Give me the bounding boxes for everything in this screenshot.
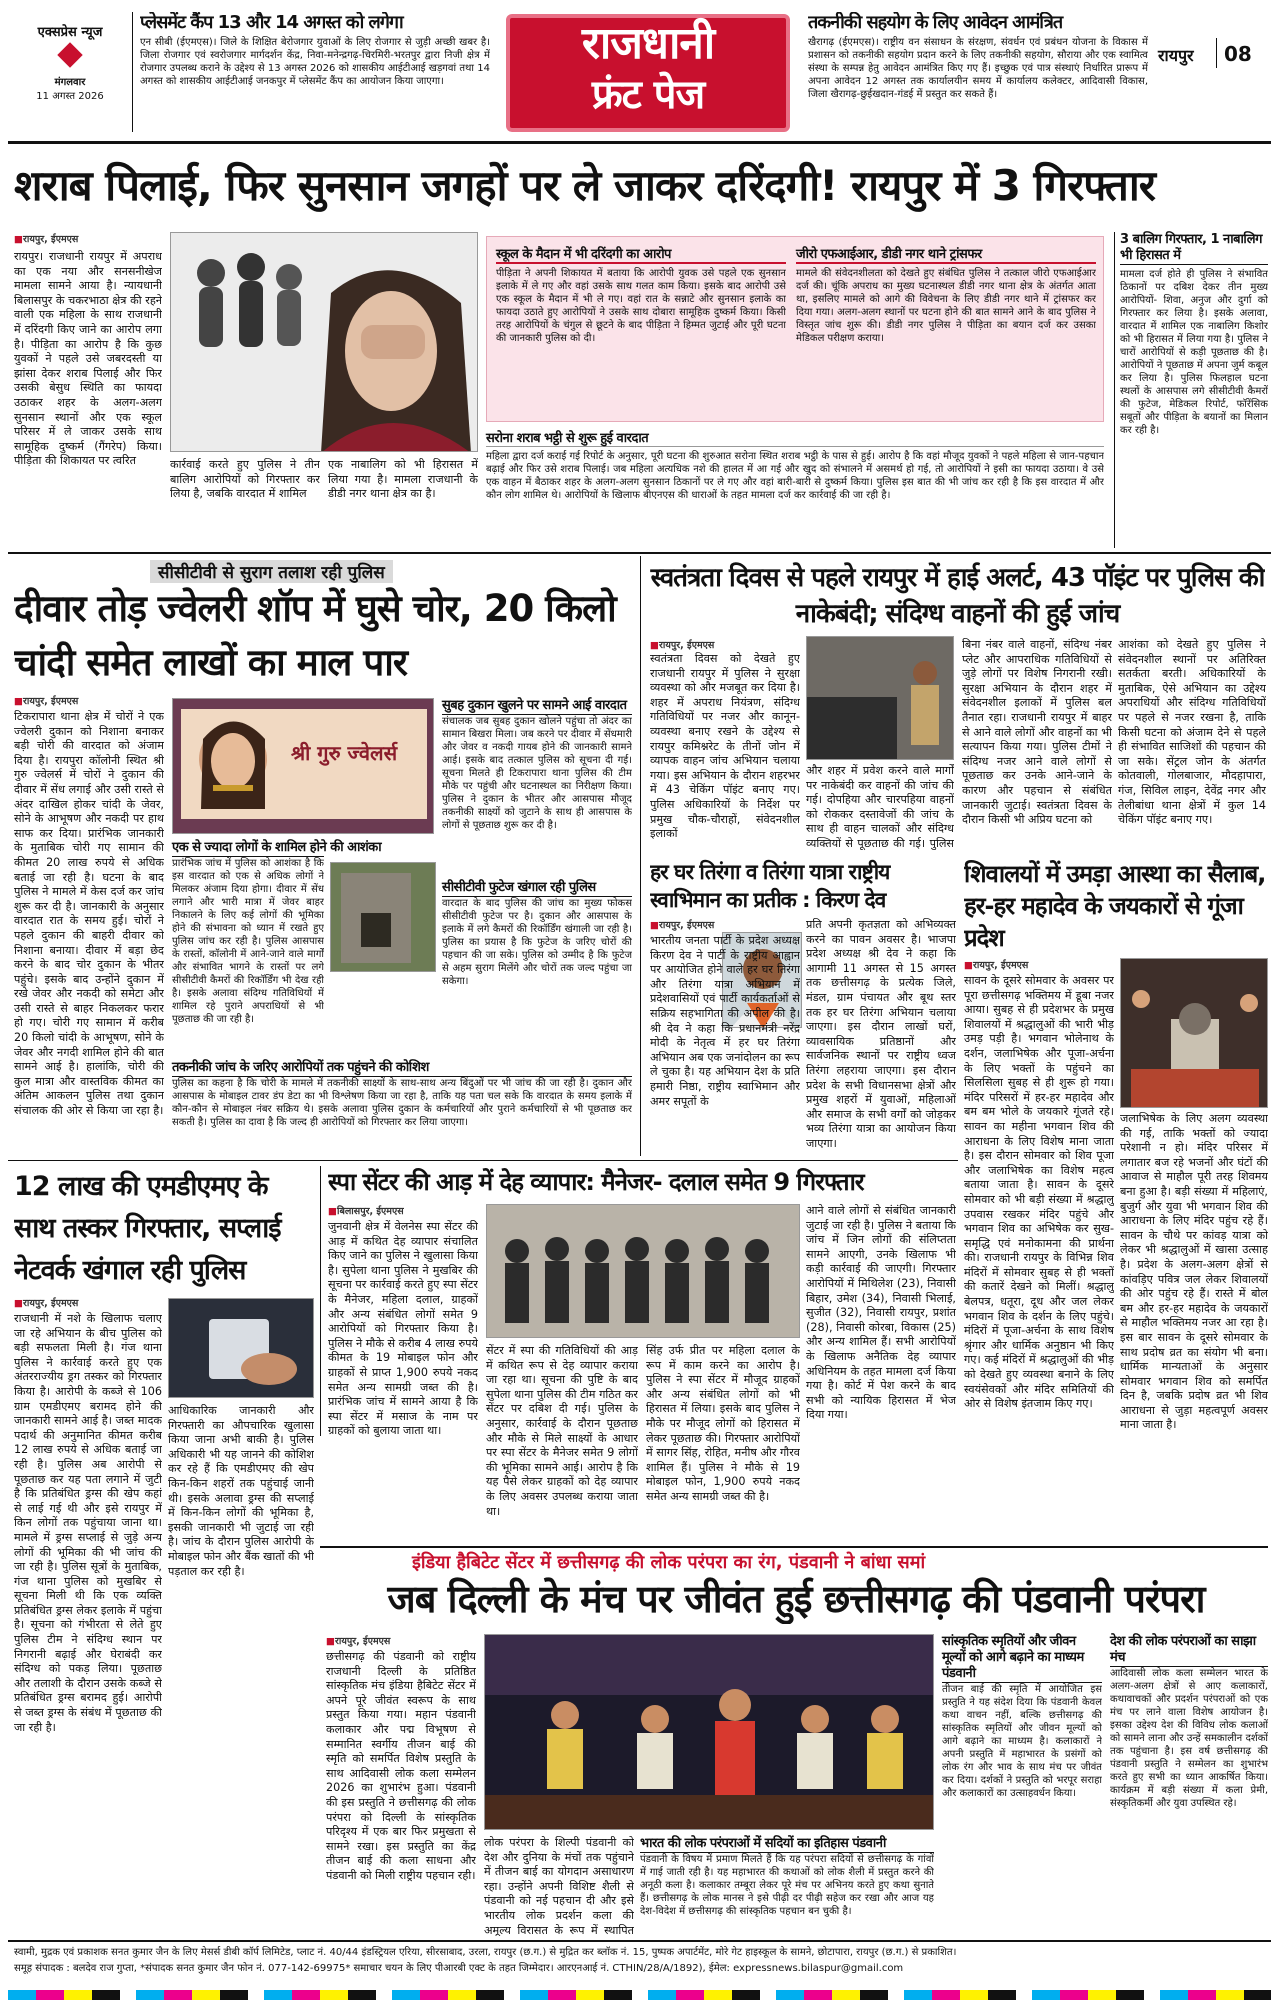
dateline: ■ रायपुर, ईएमएस (14, 232, 78, 245)
story2-shop-photo (172, 698, 434, 834)
story1-col2: कार्रवाई करते हुए पुलिस ने तीन बालिग आरोपियों को गिरफ्तार कर लिया है, जबकि वारदात में शामिल (170, 458, 320, 501)
color-registration-strip (8, 1990, 1271, 2000)
story2-headline: दीवार तोड़ ज्वेलरी शॉप में घुसे चोर, 20 किलो चांदी समेत लाखों का माल पार (14, 587, 616, 684)
bar-body: महिला द्वारा दर्ज कराई गई रिपोर्ट के अनुसार, पूरी घटना की शुरुआत सरोना स्थित शराब भट्ठी के पास से हुई। आरोप है कि वहां मौजूद युवकों ने पहले महिला से जान-पहचान बढ़ाई और फिर उसे शराब पिलाई। जब महिला अत्यधिक नशे की हालत में आ गई और खुद को संभालने में असमर्थ हो गई, तो आरोपियों ने इसी का फायदा उठाया। वे उसे एक वाहन में बैठाकर शहर के अलग-अलग सुनसान ठिकानों पर ले गए और वहां बारी-बारी से दुष्कर्म किया। पुलिस इस बात की भी जांच कर रही है कि इस वारदात में और कौन लोग शामिल थे। आरोपियों के खिलाफ बीएनएस की धाराओं के तहत मामला दर्ज कर कार्रवाई की जा रही है। (486, 451, 1104, 501)
story1-box2 (796, 244, 1096, 414)
story2-sub1 (442, 698, 632, 874)
col3-body: तीजन बाई की स्मृति में आयोजित इस प्रस्तुति ने यह संदेश दिया कि पंडवानी केवल कथा वाचन नहीं, बल्कि छत्तीसगढ़ की सांस्कृतिक स्मृतियों और जीवन मूल्यों को आगे बढ़ाने का माध्यम है। कलाकारों ने अपनी प्रस्तुति में महाभारत के प्रसंगों को लोक रंग और भाव के साथ मंच पर जीवंत कर दिया। दर्शकों ने प्रस्तुति को भरपूर सराहा और कलाकारों का उत्साहवर्धन किया। (942, 1684, 1102, 1799)
story6-col1: राजधानी में नशे के खिलाफ चलाए जा रहे अभियान के बीच पुलिस को बड़ी सफलता मिली है। गंज थाना पुलिस ने कार्रवाई करते हुए एक अंतरराज्यीय ड्रग तस्कर को गिरफ्तार किया है। आरोपी के कब्जे से 106 ग्राम एमडीएमए बरामद होने की जानकारी सामने आई है। जब्त मादक पदार्थ की अनुमानित कीमत करीब 12 लाख रुपये से अधिक बताई जा रही है। पुलिस अब आरोपी से पूछताछ कर यह पता लगाने में जुटी है कि प्रतिबंधित ड्रग्स की खेप कहां से लाई गई थी और इसे रायपुर में किन लोगों तक पहुंचाया जाना था। मामले में ड्रग्स सप्लाई से जुड़े अन्य लोगों की भूमिका की भी जांच की जा रही है। पुलिस सूत्रों के मुताबिक, गंज थाना पुलिस को मुखबिर से सूचना मिली थी कि एक व्यक्ति प्रतिबंधित ड्रग्स लेकर इलाके में पहुंचा है। सूचना को गंभीरता से लेते हुए पुलिस टीम ने संदिग्ध स्थान पर निगरानी बढ़ाई और घेराबंदी कर संदिग्ध को पकड़ लिया। पूछताछ और तलाशी के दौरान उसके कब्जे से प्रतिबंधित ड्रग्स बरामद हुई। आरोपी से जब्त ड्रग्स के संबंध में पूछताछ की जा रही है। (14, 1312, 162, 1734)
box1-body: पीड़िता ने अपनी शिकायत में बताया कि आरोपी युवक उसे पहले एक सुनसान इलाके में ले गए और वहां उसके साथ गलत काम किया। इसके बाद आरोपी उसे एक स्कूल के मैदान में भी ले गए। वहां रात के सन्नाटे और सुनसान इलाके का फायदा उठाते हुए आरोपियों ने उसके साथ दोबारा सामूहिक दुष्कर्म किया। किसी तरह आरोपियों के चंगुल से छूटने के बाद पीड़िता ने हिम्मत जुटाई और पूरी घटना की जानकारी पुलिस को दी। (496, 268, 786, 344)
story8-col2: लोक परंपरा के शिल्पी पंडवानी को देश और दुनिया के मंचों तक पहुंचाने में तीजन बाई का योगदान असाधारण रहा। उन्होंने अपनी विशिष्ट शैली से पंडवानी को नई पहचान दी और इसे भारतीय लोक प्रदर्शन कला की अमूल्य विरासत के रूप में स्थापित (484, 1836, 634, 1936)
bar-title: सरोना शराब भट्ठी से शुरू हुई वारदात (486, 428, 1104, 447)
box1-title: स्कूल के मैदान में भी दरिंदगी का आरोप (496, 244, 786, 264)
story1-photo (170, 232, 478, 452)
dateline: ■ रायपुर, ईएमएस (14, 694, 78, 707)
right-brief-body: खैरागढ़ (ईएमएस)। राष्ट्रीय वन संसाधन के संरक्षण, संवर्धन एवं प्रबंधन योजना के विकास में प्रशासन को तकनीकी सहयोग प्रदान करने के लिए तकनीकी सहयोग, सौराया और एक स्वामित्व संस्था के सम्पन्न हेतु आवेदन आमंत्रित किए गए हैं। इच्छुक एवं पात्र संस्थाएं निर्धारित प्रारूप में अपना आवेदन 12 अगस्त तक कार्यालयीन समय में कार्यालय कलेक्टर, आदिवासी विकास, जिला खैरागढ़-छुईखदान-गंडई में प्रस्तुत कर सकते हैं। (808, 37, 1148, 100)
section-title-1: राजधानी (581, 18, 715, 69)
story4-col2: प्रति अपनी कृतज्ञता को अभिव्यक्त करने का पावन अवसर है। भाजपा प्रदेश अध्यक्ष श्री देव ने कहा कि आगामी 11 अगस्त से 15 अगस्त तक छत्तीसगढ़ के प्रत्येक जिले, मंडल, ग्राम पंचायत और बूथ स्तर तक हर घर तिरंगा अभियान चलाया जाएगा। इस दौरान लाखों घरों, व्यावसायिक प्रतिष्ठानों और सार्वजनिक स्थानों पर राष्ट्रीय ध्वज तिरंगा लहराया जाएगा। इस दौरान प्रदेश के सभी विधानसभा क्षेत्रों और प्रमुख शहरों में युवाओं, महिलाओं और समाज के सभी वर्गों को जोड़कर भव्य तिरंगा यात्रा का आयोजन किया जाएगा। (806, 918, 956, 1150)
story2-sub2 (172, 840, 382, 1054)
logo-mark-icon (57, 42, 82, 67)
story3-col4: आशंका को देखते हुए पुलिस ने संवेदनशील स्थानों पर अतिरिक्त सतर्कता बरती। अधिकारियों के मुताबिक, ऐसे अभियान का उद्देश्य अपराधियों और संदिग्ध गतिविधियों पर पहले से नजर रखना है, ताकि किसी घटना को अंजाम देने से पहले ही संभावित साजिशों की पहचान की जा सके। सेंट्रल जोन के अंतर्गत कोतवाली, गोलबाजार, मौदहापारा, गंज, सिविल लाइन, देवेंद्र नगर और तेलीबांधा थाना क्षेत्रों में कुल 14 चेकिंग पॉइंट बनाए गए। (1118, 638, 1266, 827)
story7-headline: स्पा सेंटर की आड़ में देह व्यापार: मैनेजर- दलाल समेत 9 गिरफ्तार (328, 1168, 864, 1196)
story8-dateline (326, 1634, 390, 1650)
story5-photo (1120, 958, 1268, 1108)
side-body: मामला दर्ज होते ही पुलिस ने संभावित ठिकानों पर दबिश देकर तीन मुख्य आरोपियों- शिवा, अनुज और दुर्गा को गिरफ्तार कर लिया है। इसके अलावा, वारदात में शामिल एक नाबालिग किशोर को भी हिरासत में लिया गया है। पुलिस ने चारों आरोपियों से कड़ी पूछताछ की है। आरोपियों ने पूछताछ में अपना जुर्म कबूल कर लिया है। पुलिस फिलहाल घटना स्थलों के आसपास लगे सीसीटीवी कैमरों की फुटेज, मेडिकल रिपोर्ट, फॉरेंसिक सबूतों और पीड़िता के बयानों का मिलान कर रही है। (1120, 269, 1268, 436)
story8-caption (640, 1836, 934, 1936)
story2-dateline (14, 694, 78, 710)
story1-box1 (496, 244, 786, 414)
story3-headline: स्वतंत्रता दिवस से पहले रायपुर में हाई अलर्ट, 43 पॉइंट पर पुलिस की नाकेबंदी; संदिग्ध वाहनों की हुई जांच (650, 563, 1265, 629)
story3-col2: और शहर में प्रवेश करने वाले मार्गों पर नाकेबंदी कर वाहनों की जांच की गई। दोपहिया और चारपहिया वाहनों को रोककर दस्तावेजों की जांच के साथ ही वाहन चालकों और संदिग्ध व्यक्तियों से पूछताछ की गई। पुलिस (806, 764, 954, 850)
sub4-title: तकनीकी जांच के जरिए आरोपियों तक पहुंचने की कोशिश (172, 1060, 632, 1077)
story7-col2: सेंटर में स्पा की गतिविधियों की आड़ में कथित रूप से देह व्यापार कराया जा रहा था। सूचना की पुष्टि के बाद सुपेला थाना पुलिस की टीम गठित कर सेंटर पर दबिश दी गई। पुलिस के अनुसार, कार्रवाई के दौरान पूछताछ और मौके से मिले साक्ष्यों के आधार पर स्पा सेंटर के मैनेजर समेत 9 लोगों की भूमिका सामने आई। आरोप है कि यह पैसे लेकर ग्राहकों को देह व्यापार के लिए अवसर उपलब्ध कराया जाता था। (486, 1344, 638, 1518)
caption-title: भारत की लोक परंपराओं में सदियों का इतिहास पंडवानी (640, 1836, 934, 1853)
footer-imprint-2: समूह संपादक : बलदेव राज गुप्ता, *संपादक सनत कुमार जैन फोन नं. 077-142-69975* समाचार चयन के लिए पीआरबी एक्ट के तहत जिम्मेदार। आरएनआई नं. CTHIN/28/A/1892), ईमेल: expressnews.bilaspur@gmail.com (14, 1963, 904, 1974)
story4-headline: हर घर तिरंगा व तिरंगा यात्रा राष्ट्रीय स्वाभिमान का प्रतीक : किरण देव (650, 860, 890, 912)
story7-photo (486, 1204, 800, 1338)
right-brief-headline: तकनीकी सहयोग के लिए आवेदन आमंत्रित (808, 12, 1063, 33)
story1-col3: एक नाबालिग को भी हिरासत में लिया गया है। मामला राजधानी के डीडी नगर थाना क्षेत्र का है। (328, 458, 478, 501)
story2-wall-photo (330, 862, 436, 972)
box2-body: मामले की संवेदनशीलता को देखते हुए संबंधित पुलिस ने तत्काल जीरो एफआईआर दर्ज की। चूंकि अपराध का मुख्य घटनास्थल डीडी नगर थाना क्षेत्र के अंतर्गत आता था, इसलिए मामले को आगे की विवेचना के लिए डीडी नगर थाने में ट्रांसफर कर दिया गया। अलग-अलग स्थानों पर घटना होने की बात सामने आने के बाद पुलिस ने विस्तृत जांच शुरू की। डीडी नगर पुलिस ने पीड़िता का बयान दर्ज कर उसका मेडिकल परीक्षण कराया। (796, 268, 1096, 344)
dateline: ■ रायपुर, ईएमएस (650, 638, 714, 651)
masthead (8, 8, 1271, 144)
sub1-title: सुबह दुकान खुलने पर सामने आई वारदात (442, 698, 632, 715)
story6-photo (168, 1298, 314, 1398)
story8-headline: जब दिल्ली के मंच पर जीवंत हुई छत्तीसगढ़ की पंडवानी परंपरा (387, 1577, 1205, 1621)
sub1-body: संचालक जब सुबह दुकान खोलने पहुंचा तो अंदर का सामान बिखरा मिला। जब करने पर दीवार में सेंधमारी और जेवर व नकदी गायब होने की जानकारी सामने आई। इसके बाद तत्काल पुलिस को सूचना दी गई। सूचना मिलते ही टिकरापारा थाना पुलिस की टीम मौके पर पहुंची और घटनास्थल का निरीक्षण किया। पुलिस ने दुकान के भीतर और आसपास मौजूद तकनीकी साक्ष्यों को जुटाने के साथ ही आसपास के लोगों से पूछताछ शुरू कर दी है। (442, 716, 632, 831)
story1-bar (486, 428, 1104, 546)
sub2-body: प्रारंभिक जांच में पुलिस को आशंका है कि इस वारदात को एक से अधिक लोगों ने मिलकर अंजाम दिया होगा। दीवार में सेंध लगाने और भारी मात्रा में जेवर बाहर निकालने के लिए कई लोगों की भूमिका होने की संभावना को ध्यान में रखते हुए पुलिस जांच कर रही है। पुलिस आसपास के रास्तों, कॉलोनी में आने-जाने वाले मार्गों और संभावित भागने के रास्तों पर लगे सीसीटीवी कैमरों की रिकॉर्डिंग भी देख रही है। इसके अलावा संदिग्ध गतिविधियों में शामिल रहे पुराने अपराधियों से भी पूछताछ की जा रही है। (172, 858, 324, 1025)
left-brief-headline: प्लेसमेंट कैंप 13 और 14 अगस्त को लगेगा (140, 12, 403, 33)
left-brief (140, 12, 490, 130)
story5-headline: शिवालयों में उमड़ा आस्था का सैलाब, हर-हर महादेव के जयकारों से गूंजा प्रदेश (964, 860, 1266, 952)
paper-logo-box (18, 16, 122, 124)
story3-col1: स्वतंत्रता दिवस को देखते हुए राजधानी रायपुर में पुलिस ने सुरक्षा व्यवस्था को और मजबूत कर दिया है। शहर में अपराध नियंत्रण, संदिग्ध गतिविधियों पर नजर और कानून-व्यवस्था बनाए रखने के उद्देश्य से रायपुर कमिश्नरेट के तीनों जोन में व्यापक वाहन जांच अभियान चलाया गया। इस अभियान के दौरान शहरभर में 43 चेकिंग पॉइंट बनाए गए। पुलिस अधिकारियों के निर्देश पर प्रमुख चौक-चौराहों, संवेदनशील इलाकों (650, 652, 800, 841)
story6-headline: 12 लाख की एमडीएमए के साथ तस्कर गिरफ्तार, सप्लाई नेटवर्क खंगाल रही पुलिस (14, 1171, 281, 1286)
dateline: ■ बिलासपुर, ईएमएस (328, 1204, 404, 1217)
story7-dateline (328, 1204, 404, 1220)
col3-title: सांस्कृतिक स्मृतियों और जीवन मूल्यों को आगे बढ़ाने का माध्यम पंडवानी (942, 1634, 1102, 1683)
dateline: ■ रायपुर, ईएमएस (964, 958, 1028, 971)
page-number: 08 (1224, 42, 1252, 66)
right-brief (808, 12, 1148, 130)
pandwani-performance-photo (485, 1635, 934, 1830)
broken-wall-photo (331, 863, 436, 972)
story7-col4: आने वाले लोगों से संबंधित जानकारी जुटाई जा रही है। पुलिस ने बताया कि जांच में जिन लोगों की संलिप्तता सामने आएगी, उनके खिलाफ भी कड़ी कार्रवाई की जाएगी। गिरफ्तार आरोपियों में मिथिलेश (23), निवासी बिहार, उमेश (34), निवासी भिलाई, सुजीत (32), निवासी रायपुर, प्रशांत (28), निवासी कोरबा, विकास (25) और अन्य शामिल हैं। सभी आरोपियों के खिलाफ अनैतिक देह व्यापार अधिनियम के तहत मामला दर्ज किया गया है। कोर्ट में पेश करने के बाद सभी को न्यायिक हिरासत में भेज दिया गया। (806, 1204, 956, 1422)
story2-kicker: सीसीटीवी से सुराग तलाश रही पुलिस (150, 560, 393, 583)
story4-dateline (650, 918, 714, 934)
paper-name: एक्सप्रेस न्यूज (37, 25, 103, 40)
col4-body: आदिवासी लोक कला सम्मेलन भारत के अलग-अलग क्षेत्रों से आए कलाकारों, कथावाचकों और प्रदर्शन परंपराओं को एक मंच पर लाने वाला विशेष आयोजन है। इसका उद्देश्य देश की विविध लोक कलाओं को सामने लाना और उन्हें समकालीन दर्शकों तक पहुंचाना है। इस वर्ष छत्तीसगढ़ की पंडवानी प्रस्तुति ने सम्मेलन का शुभारंभ करते हुए सभी का ध्यान आकर्षित किया। कार्यक्रम में बड़ी संख्या में कला प्रेमी, संस्कृतिकर्मी और युवा उपस्थित रहे। (1110, 1668, 1268, 1809)
story3-col3: बिना नंबर वाले वाहनों, संदिग्ध नंबर प्लेट और आपराधिक गतिविधियों से जुड़े लोगों पर विशेष निगरानी रखी। सुरक्षा अभियान के दौरान शहर में संवेदनशील इलाकों में पुलिस बल तैनात रहा। राजधानी रायपुर में बाहर से आने वाले लोगों और वाहनों का भी सत्यापन किया गया। पुलिस टीमों ने संदिग्ध नजर आने वाले लोगों से पूछताछ कर उनके आने-जाने के कारण और पहचान से संबंधित जानकारी जुटाई। स्वतंत्रता दिवस के दौरान किसी भी अप्रिय घटना को (962, 638, 1112, 827)
story2-sub3 (442, 880, 632, 1054)
city: रायपुर (1158, 46, 1194, 65)
story8-kicker: इंडिया हैबिटेट सेंटर में छत्तीसगढ़ की लोक परंपरा का रंग, पंडवानी ने बांधा समां (412, 1552, 926, 1573)
story2-col1: टिकरापारा थाना क्षेत्र में चोरों ने एक ज्वेलरी दुकान को निशाना बनाकर बड़ी चोरी की वारदात को अंजाम दिया है। रायपुरा कॉलोनी स्थित श्री गुरु ज्वेलर्स में चोरों ने दुकान की दीवार में सेंध लगाई और उसी रास्ते से अंदर दाखिल होकर चांदी के जेवर, सोने के आभूषण और नकदी पर हाथ साफ कर दिया। प्रारंभिक जानकारी के मुताबिक चोरी गए सामान की कीमत 20 लाख रुपये से अधिक बताई जा रही है। घटना के बाद पुलिस ने मामले में केस दर्ज कर जांच शुरू कर दी है। जानकारी के अनुसार वारदात रात के समय हुई। चोरों ने पहले दुकान की बाहरी दीवार को निशाना बनाया। दीवार में बड़ा छेद करने के बाद चोर दुकान के भीतर पहुंचे। इसके बाद उन्होंने दुकान में रखे जेवर और नकदी को समेटा और उसी रास्ते से बाहर निकलकर फरार हो गए। चोरी गए सामान में करीब 20 किलो चांदी के आभूषण, सोने के जेवर और नगदी शामिल होने की बात सामने आई है। हालांकि, चोरी की कुल मात्रा और वास्तविक कीमत का अंतिम आकलन पुलिस तथा दुकान संचालक की ओर से किया जा रहा है। (14, 710, 164, 1118)
story4-col1: भारतीय जनता पार्टी के प्रदेश अध्यक्ष किरण देव ने पार्टी के राष्ट्रीय आह्वान पर आयोजित होने वाले हर घर तिरंगा और तिरंगा यात्रा अभियान में प्रदेशवासियों एवं पार्टी कार्यकर्ताओं से सक्रिय सहभागिता की अपील की है। श्री देव ने कहा कि प्रधानमंत्री नरेंद्र मोदी के नेतृत्व में हर घर तिरंगा अभियान अब एक जनांदोलन का रूप ले चुका है। यह अभियान देश के प्रति हमारी निष्ठा, राष्ट्रीय स्वाभिमान और अमर सपूतों के (650, 934, 800, 1108)
sub4-body: पुलिस का कहना है कि चोरी के मामले में तकनीकी साक्ष्यों के साथ-साथ अन्य बिंदुओं पर भी जांच की जा रही है। दुकान और आसपास के मोबाइल टावर डंप डेटा का भी विश्लेषण किया जा रहा है, ताकि यह पता चल सके कि वारदात के समय इलाके में कौन-कौन से मोबाइल नंबर सक्रिय थे। इसके अलावा पुलिस दुकान के कर्मचारियों और पुराने कर्मचारियों से भी पूछताछ कर सकती है। पुलिस का दावा है कि जल्द ही आरोपियों को गिरफ्तार कर लिया जाएगा। (172, 1078, 632, 1128)
sub3-body: वारदात के बाद पुलिस की जांच का मुख्य फोकस सीसीटीवी फुटेज पर है। दुकान और आसपास के इलाके में लगे कैमरों की रिकॉर्डिंग खंगाली जा रही है। पुलिस का प्रयास है कि फुटेज के जरिए चोरों की पहचान की जा सके। पुलिस को उम्मीद है कि फुटेज से अहम सुराग मिलेंगे और चोरों तक जल्द पहुंचा जा सकेगा। (442, 898, 632, 987)
sub2-title: एक से ज्यादा लोगों के शामिल होने की आशंका (172, 840, 382, 855)
story6-col2: आधिकारिक जानकारी और गिरफ्तारी का औपचारिक खुलासा किया जाना अभी बाकी है। पुलिस अधिकारी भी यह जानने की कोशिश कर रहे हैं कि एमडीएमए की खेप किन-किन शहरों तक पहुंचाई जानी थी। इसके अलावा ड्रग्स की सप्लाई में किन-किन लोगों की भूमिका है, इसकी जानकारी भी जुटाई जा रही है। जांच के दौरान पुलिस आरोपी के मोबाइल फोन और बैंक खातों की भी पड़ताल कर रही है। (168, 1404, 314, 1578)
shop-sign: श्री गुरु ज्वेलर्स (291, 741, 398, 765)
distressed-woman-illustration (171, 233, 478, 452)
day: मंगलवार (54, 77, 86, 88)
col4-title: देश की लोक परंपराओं का साझा मंच (1110, 1634, 1268, 1667)
dateline: ■ रायपुर, ईएमएस (326, 1634, 390, 1647)
story3-photo (806, 636, 954, 760)
temple-devotees-photo (1121, 959, 1268, 1108)
story1-side (1120, 232, 1268, 548)
story8-col3-block (942, 1634, 1102, 1936)
drug-packet-photo (169, 1299, 314, 1398)
dateline: ■ रायपुर, ईएमएस (14, 1296, 78, 1309)
story7-col3: सिंह उर्फ प्रीत पर महिला दलाल के रूप में काम करने का आरोप है। पुलिस ने स्पा सेंटर में मौजूद ग्राहकों और अन्य संबंधित लोगों को भी हिरासत में लिया। इसके बाद पुलिस ने मौके पर मौजूद लोगों को हिरासत में लेकर पूछताछ की। गिरफ्तार आरोपियों में सागर सिंह, रोहित, मनीष और गौरव शामिल हैं। पुलिस ने मौके से 19 मोबाइल फोन, 1,900 रुपये नकद समेत अन्य सामग्री जब्त की है। (646, 1344, 800, 1503)
story5-dateline (964, 958, 1028, 974)
box2-title: जीरो एफआईआर, डीडी नगर थाने ट्रांसफर (796, 244, 1096, 264)
police-checkpoint-photo (807, 637, 954, 760)
story1-col1: रायपुर। राजधानी रायपुर में अपराध का एक नया और सनसनीखेज मामला सामने आया है। न्यायधानी बिलासपुर के चकरभाठा क्षेत्र की रहने वाली एक महिला के साथ राजधानी में दरिंदगी किए जाने का आरोप लगा है। पीड़िता का आरोप है कि कुछ युवकों ने पहले उसे जबरदस्ती या झांसा देकर शराब पिलाई और फिर उसकी बेसुध स्थिति का फायदा उठाकर शहर के अलग-अलग सुनसान स्थानों और एक स्कूल परिसर में ले जाकर उसके साथ सामूहिक दुष्कर्म (गैंगरेप) किया। पीड़िता की शिकायत पर त्वरित (14, 250, 162, 468)
jewellery-shop-photo (173, 699, 434, 834)
story6-dateline (14, 1296, 78, 1312)
section-banner (506, 14, 790, 132)
story5-col2: जलाभिषेक के लिए अलग व्यवस्था की गई, ताकि भक्तों को ज्यादा परेशानी न हो। मंदिर परिसर में लगातार बज रहे भजनों और घंटों की आवाज से माहौल पूरी तरह शिवमय बना हुआ है। बड़ी संख्या में महिलाएं, बुजुर्ग और युवा भी भगवान शिव की आराधना के लिए मंदिर पहुंच रहे हैं। सावन के चौथे पर कांवड़ यात्रा को लेकर भी श्रद्धालुओं में खासा उत्साह है। प्रदेश के अलग-अलग क्षेत्रों से कांवड़िए पवित्र जल लेकर शिवालयों की ओर पहुंच रहे हैं। रास्ते में बोल बम और हर-हर महादेव के जयकारों से माहौल भक्तिमय नजर आ रहा है। इस बार सावन के दूसरे सोमवार के साथ प्रदोष व्रत का संयोग भी बना। धार्मिक मान्यताओं के अनुसार सोमवार भगवान शिव को समर्पित दिन है, जबकि प्रदोष व्रत भी शिव आराधना से जुड़ा महत्वपूर्ण अवसर माना जाता है। (1120, 1112, 1268, 1432)
story8-photo (484, 1634, 934, 1830)
caption-body: पंडवानी के विषय में प्रमाण मिलते हैं कि यह परंपरा सदियों से छत्तीसगढ़ के गांवों में गाई जाती रही है। यह महाभारत की कथाओं को लोक शैली में प्रस्तुत करने की अनूठी कला है। कलाकार तम्बूरा लेकर पूरे मंच पर अभिनय करते हुए कथा सुनाते हैं। छत्तीसगढ़ के लोक मानस ने इसे पीढ़ी दर पीढ़ी सहेज कर रखा और आज यह देश-विदेश में छत्तीसगढ़ की सांस्कृतिक पहचान बन चुकी है। (640, 1854, 934, 1917)
story8-col1: छत्तीसगढ़ की पंडवानी को राष्ट्रीय राजधानी दिल्ली के प्रतिष्ठित सांस्कृतिक मंच इंडिया हैबिटेट सेंटर में अपने पूरे जीवंत स्वरूप के साथ प्रस्तुत किया गया। महान पंडवानी कलाकार और पद्म विभूषण से सम्मानित स्वर्गीय तीजन बाई की स्मृति को समर्पित विशेष प्रस्तुति के साथ आदिवासी लोक कला सम्मेलन 2026 का शुभारंभ हुआ। पंडवानी की इस प्रस्तुति ने छत्तीसगढ़ की लोक परंपरा को दिल्ली के सांस्कृतिक परिदृश्य में एक बार फिर प्रमुखता से सामने रखा। इस प्रस्तुति का केंद्र तीजन बाई की कला साधना और पंडवानी को मिली राष्ट्रीय पहचान रही। (326, 1650, 476, 1882)
story1-headline: शराब पिलाई, फिर सुनसान जगहों पर ले जाकर दरिंदगी! रायपुर में 3 गिरफ्तार (14, 161, 1155, 210)
story1-dateline (14, 232, 78, 248)
sub3-title: सीसीटीवी फुटेज खंगाल रही पुलिस (442, 880, 632, 897)
story2-sub4 (172, 1060, 632, 1160)
date: 11 अगस्त 2026 (36, 91, 104, 102)
section-title-2: फ्रंट पेज (591, 72, 705, 118)
arrested-accused-photo (487, 1205, 800, 1338)
story7-col1: जुनवानी क्षेत्र में वेलनेस स्पा सेंटर की आड़ में कथित देह व्यापार संचालित किए जाने का पुलिस ने खुलासा किया है। सुपेला थाना पुलिस ने मुखबिर की सूचना पर कार्रवाई करते हुए स्पा सेंटर के मैनेजर, महिला दलाल, ग्राहकों और अन्य संबंधित लोगों समेत 9 आरोपियों को गिरफ्तार किया है। पुलिस ने मौके से करीब 4 लाख रुपये कीमत के 19 मोबाइल फोन और ग्राहकों से प्राप्त 1,900 रुपये नकद समेत अन्य सामग्री जब्त की है। प्रारंभिक जांच में सामने आया है कि स्पा सेंटर में मसाज के नाम पर ग्राहकों को बुलाया जाता था। (328, 1220, 478, 1438)
story5-col1: सावन के दूसरे सोमवार के अवसर पर पूरा छत्तीसगढ़ भक्तिमय में डूबा नजर आया। सुबह से ही प्रदेशभर के प्रमुख शिवालयों में श्रद्धालुओं की भारी भीड़ उमड़ पड़ी है। भगवान भोलेनाथ के दर्शन, जलाभिषेक और पूजा-अर्चना के लिए भक्तों के पहुंचने का सिलसिला सुबह से ही शुरू हो गया। मंदिर परिसरों में हर-हर महादेव और बम बम भोले के जयकारे गूंजते रहे। सावन का महीना भगवान शिव की आराधना के लिए विशेष माना जाता है। इस दौरान सोमवार को शिव पूजा और जलाभिषेक का विशेष महत्व बताया जाता है। सावन के दूसरे सोमवार को भी बड़ी संख्या में श्रद्धालु उपवास रखकर मंदिर पहुंचे और भगवान शिव का अभिषेक कर सुख-समृद्धि एवं मनोकामना की प्रार्थना की। राजधानी रायपुर के विभिन्न शिव मंदिरों में सोमवार सुबह से ही भक्तों की कतारें देखने को मिलीं। श्रद्धालु बेलपत्र, धतूरा, दूध और जल लेकर भगवान शिव के दर्शन के लिए पहुंचे। मंदिरों में पूजा-अर्चना के साथ विशेष श्रृंगार और धार्मिक अनुष्ठान भी किए गए। कई मंदिरों में श्रद्धालुओं की भीड़ को देखते हुए व्यवस्था बनाने के लिए स्वयंसेवकों और मंदिर समितियों की ओर से विशेष इंतजाम किए गए। (964, 974, 1114, 1411)
left-brief-body: एन सीबी (ईएमएस)। जिले के शिक्षित बेरोजगार युवाओं के लिए रोजगार से जुड़ी अच्छी खबर है। जिला रोजगार एवं स्वरोजगार मार्गदर्शन केंद्र, निवा-मनेन्द्रगढ़-चिरमिरी-भरतपुर द्वारा निजी क्षेत्र में रोजगार उपलब्ध कराने के उद्देश्य से 13 अगस्त 2026 को शासकीय आईटीआई खड़गवां तथा 14 अगस्त को शासकीय आईटीआई जनकपुर में प्लेसमेंट कैंप का आयोजन किया जाएगा। (140, 37, 490, 87)
side-title: 3 बालिग गिरफ्तार, 1 नाबालिग भी हिरासत में (1120, 232, 1268, 265)
story8-col4-block (1110, 1634, 1268, 1936)
dateline: ■ रायपुर, ईएमएस (650, 918, 714, 931)
footer-imprint: स्वामी, मुद्रक एवं प्रकाशक सनत कुमार जैन के लिए मेसर्स डीबी कॉर्प लिमिटेड, प्लाट नं. 40/44 इंडस्ट्रियल एरिया, सीरसाबाद, उरला, रायपुर (छ.ग.) से मुद्रित कर ब्लॉक नं. 15, पुष्पक अपार्टमेंट, मोरे गेट हाइस्कूल के सामने, छोटापारा, रायपुर (छ.ग.) से प्रकाशित। (14, 1947, 957, 1958)
